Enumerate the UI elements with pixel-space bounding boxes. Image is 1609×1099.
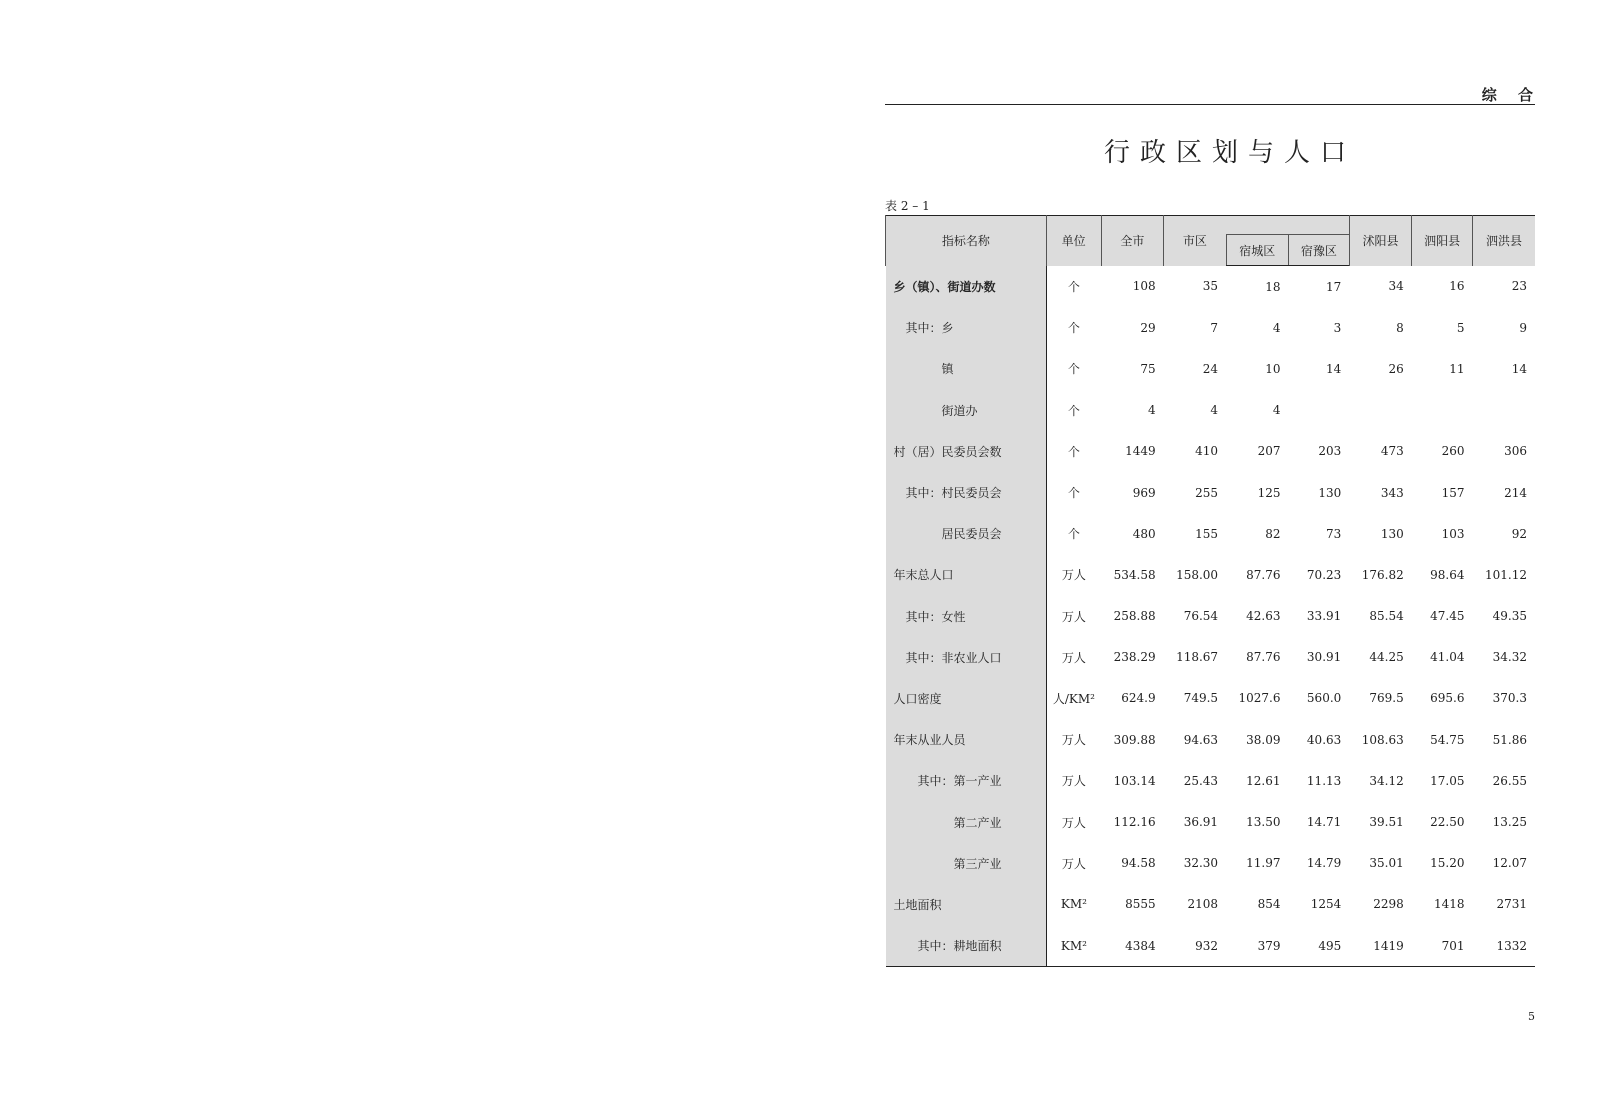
section-header — [885, 84, 1541, 105]
table-row — [886, 596, 1536, 637]
row-value: 1419 — [1373, 938, 1404, 953]
table-row — [886, 431, 1536, 472]
row-value: 480 — [1132, 526, 1156, 541]
row-value: 4 — [1147, 403, 1156, 418]
row-value: 260 — [1441, 444, 1465, 459]
row-unit: 个 — [1067, 444, 1080, 459]
row-value: 379 — [1257, 938, 1281, 953]
row-value: 26.55 — [1492, 773, 1527, 788]
row-value: 82 — [1265, 526, 1281, 541]
row-value: 203 — [1318, 444, 1342, 459]
header-suyu: 宿豫区 — [1289, 235, 1350, 266]
row-value: 35.01 — [1369, 856, 1404, 871]
row-value: 17.05 — [1430, 773, 1465, 788]
row-value: 158.00 — [1176, 567, 1219, 582]
row-value: 4 — [1210, 403, 1219, 418]
row-unit: 万人 — [1061, 650, 1086, 665]
row-unit: 个 — [1067, 321, 1080, 336]
row-value: 30.91 — [1306, 650, 1342, 665]
row-value: 255 — [1195, 485, 1219, 500]
row-value: 969 — [1132, 485, 1156, 500]
row-name — [886, 266, 1047, 308]
row-value: 155 — [1195, 526, 1219, 541]
row-value: 14.71 — [1306, 815, 1342, 830]
row-name — [886, 637, 1047, 678]
table-id: 表 2 – 1 — [885, 199, 930, 213]
row-value: 44.25 — [1369, 650, 1404, 665]
row-value: 11 — [1449, 361, 1465, 376]
row-value: 207 — [1257, 444, 1281, 459]
header-city-total: 全市 — [1101, 216, 1163, 266]
row-unit: 个 — [1067, 403, 1080, 418]
row-value: 238.29 — [1113, 650, 1156, 665]
row-value: 41.04 — [1430, 650, 1465, 665]
row-unit: 个 — [1067, 279, 1080, 294]
table-row — [886, 760, 1536, 801]
row-value: 47.45 — [1430, 609, 1465, 624]
row-value: 94.58 — [1121, 856, 1156, 871]
row-value: 12.61 — [1246, 773, 1281, 788]
row-value: 125 — [1257, 485, 1281, 500]
row-name-text: 第三产业 — [953, 856, 1002, 871]
row-value: 92 — [1511, 526, 1527, 541]
header-unit: 单位 — [1046, 216, 1101, 266]
row-value: 2298 — [1373, 897, 1404, 912]
row-value: 932 — [1195, 938, 1219, 953]
row-value: 18 — [1265, 279, 1281, 294]
row-name — [886, 348, 1047, 389]
row-value: 34.32 — [1492, 650, 1527, 665]
row-value: 23 — [1511, 279, 1527, 294]
row-value: 7 — [1210, 320, 1219, 335]
row-unit: 万人 — [1061, 609, 1086, 624]
row-value: 118.67 — [1176, 650, 1219, 665]
row-value: 495 — [1318, 938, 1342, 953]
table-row — [886, 513, 1536, 554]
row-value: 2731 — [1496, 897, 1527, 912]
header-sucheng: 宿城区 — [1226, 235, 1288, 266]
row-unit: 人/KM² — [1052, 691, 1095, 706]
row-value: 5 — [1456, 320, 1465, 335]
row-value: 12.07 — [1492, 856, 1527, 871]
row-value: 40.63 — [1306, 732, 1342, 747]
row-unit: 万人 — [1061, 568, 1086, 583]
row-value: 14 — [1511, 361, 1527, 376]
row-name-text: 其中：女性 — [905, 609, 966, 624]
row-value: 36.91 — [1183, 815, 1219, 830]
row-value: 94.63 — [1183, 732, 1219, 747]
row-value: 15.20 — [1430, 856, 1465, 871]
row-value: 1027.6 — [1238, 691, 1281, 706]
table-row — [886, 884, 1536, 925]
row-value: 1254 — [1310, 897, 1342, 912]
row-value: 14.79 — [1306, 856, 1342, 871]
row-name-text: 其中：村民委员会 — [905, 486, 1002, 501]
row-value: 76.54 — [1183, 609, 1219, 624]
row-value: 2108 — [1187, 897, 1219, 912]
row-value: 624.9 — [1121, 691, 1156, 706]
row-value: 16 — [1449, 279, 1465, 294]
row-value: 17 — [1326, 279, 1342, 294]
table-body — [886, 266, 1536, 967]
row-value: 24 — [1202, 361, 1219, 376]
row-value: 1418 — [1433, 897, 1465, 912]
row-value: 22.50 — [1430, 815, 1465, 830]
table-row — [886, 843, 1536, 884]
row-value: 54.75 — [1430, 732, 1465, 747]
row-name-text: 年末总人口 — [893, 568, 954, 583]
row-value: 854 — [1257, 897, 1281, 912]
row-value: 42.63 — [1246, 609, 1281, 624]
row-value: 695.6 — [1430, 691, 1465, 706]
row-value: 534.58 — [1113, 567, 1156, 582]
row-name — [886, 307, 1047, 348]
row-value: 701 — [1441, 938, 1465, 953]
header-name: 指标名称 — [886, 216, 1047, 266]
row-name-text: 其中：耕地面积 — [917, 939, 1002, 954]
row-value: 130 — [1380, 526, 1404, 541]
header-shuyang: 沭阳县 — [1349, 216, 1411, 266]
row-name-text: 其中：第一产业 — [917, 774, 1002, 789]
row-value: 75 — [1140, 361, 1156, 376]
row-value: 25.43 — [1183, 773, 1219, 788]
row-value: 70.23 — [1306, 567, 1342, 582]
row-value: 9 — [1519, 320, 1527, 335]
table-row — [886, 925, 1536, 967]
row-value: 49.35 — [1492, 609, 1527, 624]
row-name — [886, 513, 1047, 554]
row-value: 87.76 — [1246, 650, 1281, 665]
row-value: 3 — [1333, 320, 1342, 335]
row-value: 309.88 — [1113, 732, 1156, 747]
row-value: 749.5 — [1183, 691, 1219, 706]
page-number: 5 — [1528, 1010, 1535, 1023]
table-row — [886, 554, 1536, 595]
row-value: 85.54 — [1369, 609, 1404, 624]
row-name — [886, 843, 1047, 884]
table-row — [886, 678, 1536, 719]
row-value: 560.0 — [1306, 691, 1342, 706]
row-value: 8555 — [1125, 897, 1156, 912]
table-row — [886, 266, 1536, 308]
row-name-text: 乡（镇）、街道办数 — [893, 279, 996, 294]
row-value — [1349, 390, 1411, 431]
row-value — [1473, 390, 1536, 431]
row-value: 11.13 — [1306, 773, 1342, 788]
row-unit: 万人 — [1061, 774, 1086, 789]
row-value: 51.86 — [1492, 732, 1527, 747]
row-value: 33.91 — [1306, 609, 1342, 624]
row-name — [886, 884, 1047, 925]
row-name — [886, 678, 1047, 719]
row-value: 14 — [1326, 361, 1342, 376]
row-name-text: 居民委员会 — [941, 527, 1002, 542]
row-value: 176.82 — [1361, 567, 1404, 582]
row-value: 35 — [1202, 279, 1219, 294]
row-value: 103 — [1441, 526, 1465, 541]
row-name — [886, 925, 1047, 967]
row-name-text: 年末从业人员 — [893, 733, 966, 748]
row-value: 11.97 — [1246, 856, 1281, 871]
row-value: 38.09 — [1246, 732, 1281, 747]
row-value: 29 — [1140, 320, 1156, 335]
row-value: 26 — [1388, 361, 1404, 376]
row-unit: KM² — [1060, 938, 1087, 953]
statistics-table — [885, 215, 1535, 967]
row-value: 13.50 — [1246, 815, 1281, 830]
row-value: 8 — [1396, 320, 1404, 335]
row-name-text: 土地面积 — [893, 897, 942, 912]
right-page — [885, 0, 1541, 1099]
row-value: 34 — [1388, 279, 1404, 294]
row-name — [886, 554, 1047, 595]
row-value: 410 — [1195, 444, 1219, 459]
row-unit: 个 — [1067, 486, 1080, 501]
row-name-text: 其中：非农业人口 — [905, 650, 1002, 665]
row-value: 13.25 — [1492, 815, 1527, 830]
table-row — [886, 307, 1536, 348]
row-value: 214 — [1504, 485, 1527, 500]
row-value: 103.14 — [1113, 773, 1156, 788]
row-value: 130 — [1318, 485, 1342, 500]
row-value: 87.76 — [1246, 567, 1281, 582]
row-unit: 万人 — [1061, 733, 1086, 748]
row-name — [886, 801, 1047, 842]
row-unit: 万人 — [1061, 815, 1086, 830]
row-value: 32.30 — [1183, 856, 1219, 871]
header-urban-span — [1226, 216, 1349, 235]
table-row — [886, 348, 1536, 389]
row-unit: 万人 — [1061, 856, 1086, 871]
row-value: 98.64 — [1430, 567, 1465, 582]
row-value: 343 — [1380, 485, 1404, 500]
table-row — [886, 719, 1536, 760]
row-value: 39.51 — [1369, 815, 1404, 830]
row-name — [886, 760, 1047, 801]
row-name-text: 人口密度 — [893, 691, 942, 706]
header-siyang: 泗阳县 — [1412, 216, 1473, 266]
row-value: 4 — [1272, 320, 1281, 335]
table-row — [886, 472, 1536, 513]
row-value: 1449 — [1125, 444, 1156, 459]
row-unit: 个 — [1067, 527, 1080, 542]
row-name-text: 第二产业 — [953, 815, 1002, 830]
row-value: 112.16 — [1113, 815, 1156, 830]
row-name — [886, 431, 1047, 472]
row-name-text: 镇 — [941, 362, 954, 377]
row-value — [1412, 390, 1473, 431]
row-value: 157 — [1441, 485, 1465, 500]
row-name-text: 街道办 — [941, 403, 978, 418]
table-row — [886, 637, 1536, 678]
row-value: 769.5 — [1369, 691, 1404, 706]
section-name: 综 合 — [1481, 86, 1541, 104]
row-value: 73 — [1326, 526, 1342, 541]
row-name — [886, 472, 1047, 513]
table-row — [886, 390, 1536, 431]
row-value: 1332 — [1496, 938, 1527, 953]
row-name-text: 村（居）民委员会数 — [893, 444, 1002, 459]
row-value: 34.12 — [1369, 773, 1404, 788]
row-value: 370.3 — [1492, 691, 1527, 706]
page-title: 行政区划与人口 — [1103, 138, 1356, 168]
header-sihong: 泗洪县 — [1473, 216, 1536, 266]
header-urban: 市区 — [1164, 216, 1226, 266]
row-name — [886, 596, 1047, 637]
row-name — [886, 390, 1047, 431]
row-value: 108.63 — [1361, 732, 1404, 747]
row-unit: 个 — [1067, 362, 1080, 377]
row-value: 10 — [1265, 361, 1281, 376]
row-value: 4 — [1272, 403, 1281, 418]
row-value: 4384 — [1125, 938, 1156, 953]
row-value: 108 — [1132, 279, 1156, 294]
row-name — [886, 719, 1047, 760]
table-row — [886, 801, 1536, 842]
row-value — [1289, 390, 1350, 431]
row-unit: KM² — [1060, 897, 1087, 912]
row-value: 258.88 — [1113, 609, 1156, 624]
row-name-text: 其中：乡 — [905, 321, 954, 336]
row-value: 306 — [1504, 444, 1527, 459]
row-value: 473 — [1380, 444, 1404, 459]
row-value: 101.12 — [1485, 567, 1527, 582]
